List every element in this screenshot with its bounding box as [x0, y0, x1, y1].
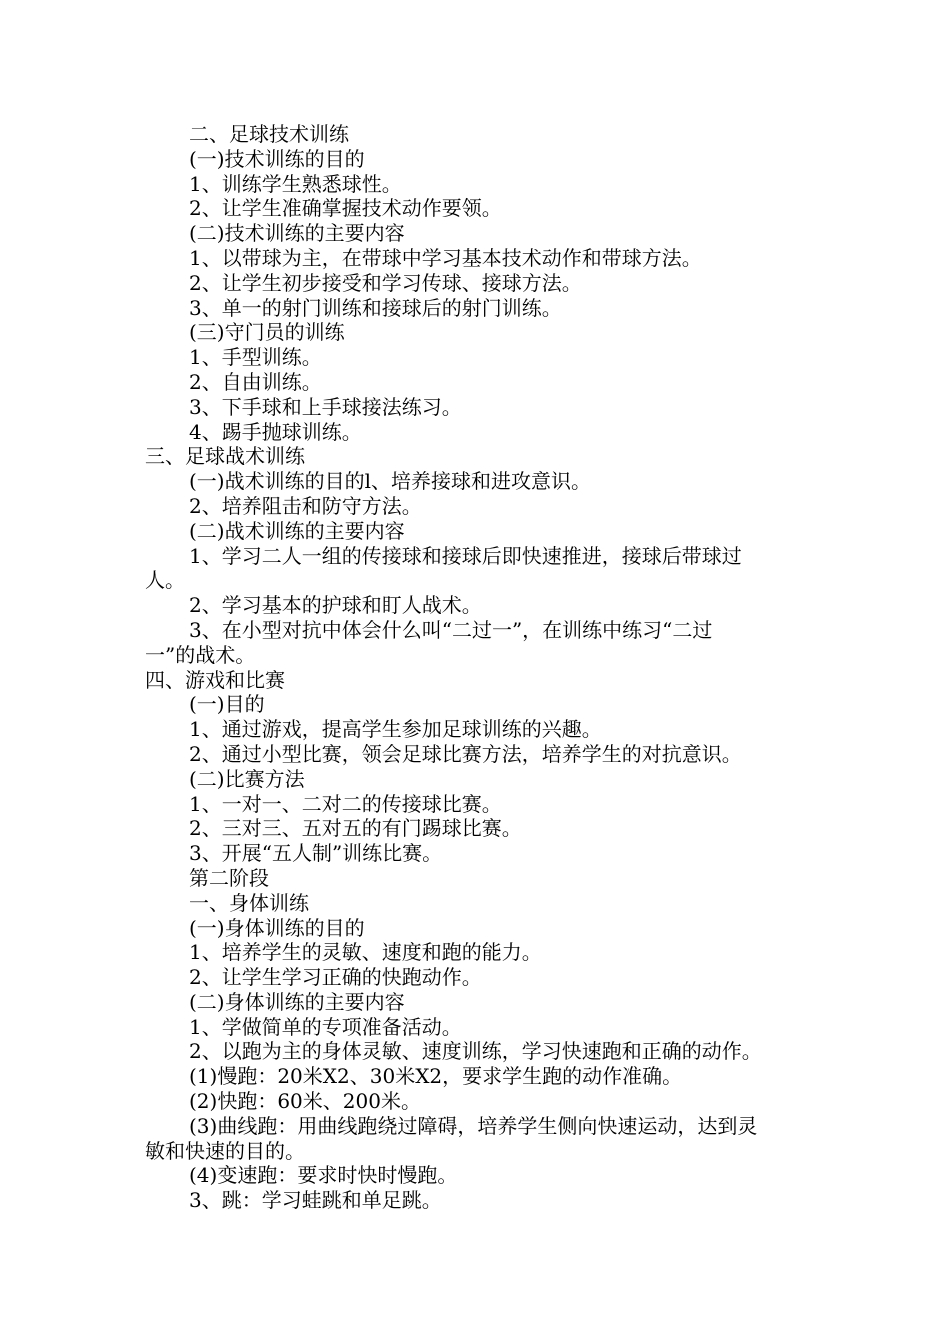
text-line: 第二阶段	[189, 865, 269, 890]
text-line: (4)变速跑：要求时快时慢跑。	[189, 1163, 458, 1188]
text-line: 三、足球战术训练	[145, 444, 305, 469]
text-line: 1、通过游戏，提高学生参加足球训练的兴趣。	[189, 717, 602, 742]
text-line: (二)战术训练的主要内容	[189, 518, 405, 543]
text-line: (1)慢跑：20米X2、30米X2，要求学生跑的动作准确。	[189, 1064, 683, 1089]
text-line: 一”的战术。	[145, 642, 256, 667]
text-line: 3、单一的射门训练和接球后的射门训练。	[189, 295, 562, 320]
text-line: 敏和快速的目的。	[145, 1138, 305, 1163]
text-line: 2、通过小型比赛，领会足球比赛方法，培养学生的对抗意识。	[189, 741, 742, 766]
text-line: 1、一对一、二对二的传接球比赛。	[189, 791, 502, 816]
text-line: 1、训练学生熟悉球性。	[189, 171, 402, 196]
text-line: (一)身体训练的目的	[189, 915, 365, 940]
text-line: 人。	[145, 568, 185, 593]
text-line: 二、足球技术训练	[189, 122, 349, 146]
text-line: 2、让学生学习正确的快跑动作。	[189, 965, 482, 990]
text-line: 1、手型训练。	[189, 345, 322, 370]
text-line: 4、踢手抛球训练。	[189, 419, 362, 444]
text-line: 2、让学生初步接受和学习传球、接球方法。	[189, 270, 582, 295]
text-line: (一)战术训练的目的l、培养接球和进攻意识。	[189, 469, 592, 494]
text-line: 一、身体训练	[189, 890, 309, 915]
text-line: 3、跳：学习蛙跳和单足跳。	[189, 1188, 442, 1213]
text-line: (一)目的	[189, 692, 265, 717]
document-page	[145, 122, 810, 1213]
text-line: 3、开展“五人制”训练比赛。	[189, 841, 443, 866]
text-line: 2、学习基本的护球和盯人战术。	[189, 593, 482, 618]
text-line: 1、学习二人一组的传接球和接球后即快速推进，接球后带球过	[189, 543, 742, 568]
text-line: (二)身体训练的主要内容	[189, 989, 405, 1014]
text-line: 2、培养阻击和防守方法。	[189, 493, 422, 518]
text-line: (三)守门员的训练	[189, 320, 345, 345]
text-line: (二)比赛方法	[189, 766, 305, 791]
text-line: (二)技术训练的主要内容	[189, 221, 405, 246]
text-line: (一)技术训练的目的	[189, 146, 365, 171]
text-line: (3)曲线跑：用曲线跑绕过障碍，培养学生侧向快速运动，达到灵	[189, 1113, 758, 1138]
text-line: 1、以带球为主，在带球中学习基本技术动作和带球方法。	[189, 245, 702, 270]
text-line: 2、让学生准确掌握技术动作要领。	[189, 196, 502, 221]
text-line: 2、以跑为主的身体灵敏、速度训练，学习快速跑和正确的动作。	[189, 1039, 762, 1064]
text-line: 3、下手球和上手球接法练习。	[189, 394, 462, 419]
text-line: 1、学做简单的专项准备活动。	[189, 1014, 462, 1039]
text-line: (2)快跑：60米、200米。	[189, 1089, 421, 1114]
text-line: 2、自由训练。	[189, 369, 322, 394]
text-line: 2、三对三、五对五的有门踢球比赛。	[189, 816, 522, 841]
text-line: 四、游戏和比赛	[145, 667, 285, 692]
text-line: 3、在小型对抗中体会什么叫“二过一”，在训练中练习“二过	[189, 617, 713, 642]
text-line: 1、培养学生的灵敏、速度和跑的能力。	[189, 940, 542, 965]
